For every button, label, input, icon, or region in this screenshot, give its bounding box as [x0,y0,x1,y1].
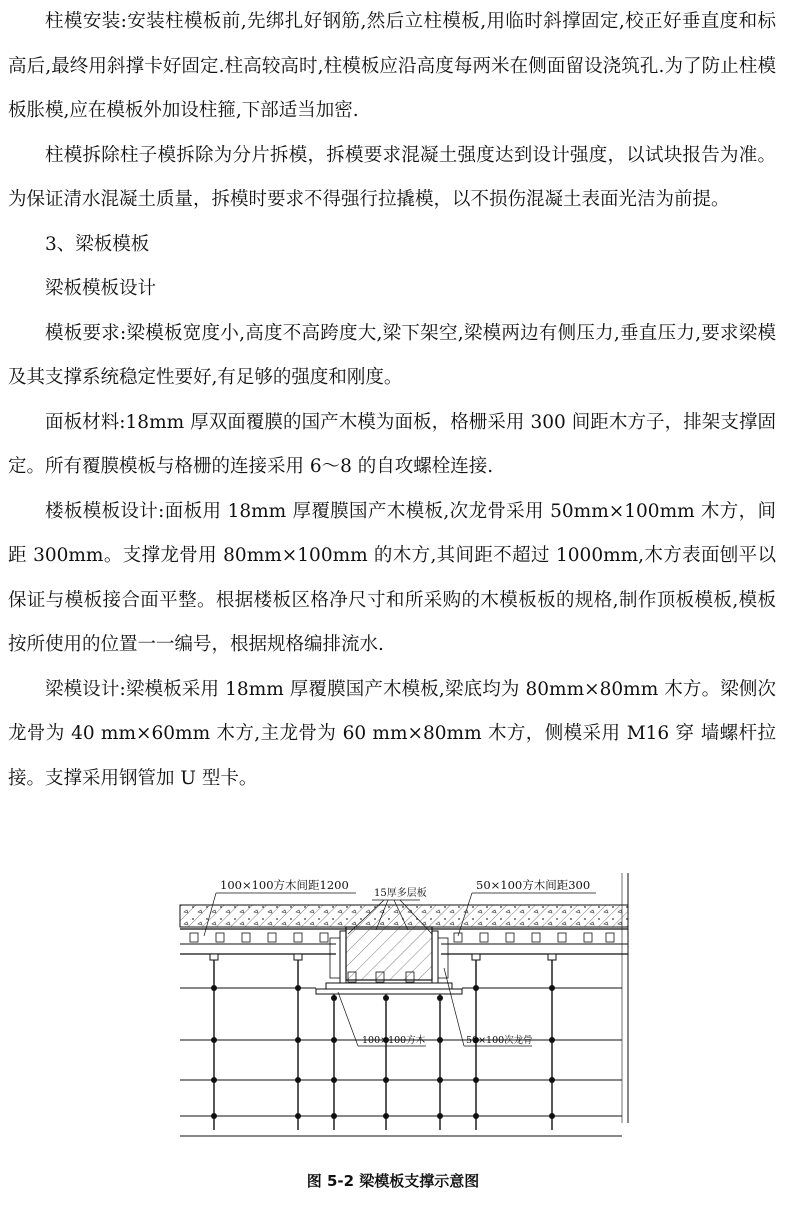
label-plywood: 15厚多层板 [374,888,427,899]
document-body [8,0,776,801]
paragraph-panel-material: 面板材料:18mm 厚双面覆膜的国产木模为面板，格栅采用 300 间距木方子，排架支撑固定。所有覆膜模板与格栅的连接采用 6～8 的自攻螺栓连接. [8,411,776,477]
label-main-joist: 100×100方木间距1200 [220,878,349,892]
figure-caption: 图 5-2 梁模板支撑示意图 [306,1172,480,1190]
paragraph-column-install: 柱模安装:安装柱模板前,先绑扎好钢筋,然后立柱模板,用临时斜撑固定,校正好垂直度和标高后,最终用斜撑卡好固定.柱高较高时,柱模板应沿高度每两米在侧面留设浇筑孔.为了防止柱模板胀模,应在模板外加设柱箍,下部适当加密. [8,11,776,121]
label-beam-timber: 100×100方木 [362,1035,426,1046]
section-heading: 3、梁板模板 [45,233,150,255]
label-secondary-joist-spacing: 50×100方木间距300 [476,878,591,892]
concrete-beam [346,927,432,980]
paragraph-beam-design: 梁模设计:梁模板采用 18mm 厚覆膜国产木模板,梁底均为 80mm×80mm 木方。梁侧次龙骨为 40 mm×60mm 木方,主龙骨为 60 mm×80mm 木方，侧模采用 M16 穿 墙螺杆拉接。支撑采用钢管加 U 型卡。 [8,678,776,789]
label-secondary-joist: 50×100次龙骨 [466,1035,533,1046]
paragraph-column-removal: 柱模拆除柱子模拆除为分片拆模，拆模要求混凝土强度达到设计强度，以试块报告为准。为保证清水混凝土质量，拆模时要求不得强行拉撬模，以不损伤混凝土表面光洁为前提。 [8,144,776,210]
paragraph-formwork-requirements: 模板要求:梁模板宽度小,高度不高跨度大,梁下架空,梁模两边有侧压力,垂直压力,要求梁模及其支撑系统稳定性要好,有足够的强度和刚度。 [8,322,776,388]
paragraph-slab-design: 楼板模板设计:面板用 18mm 厚覆膜国产木模板,次龙骨采用 50mm×100mm 木方，间距 300mm。支撑龙骨用 80mm×100mm 的木方,其间距不超过 1000mm,木方表面刨平以保证与模板接合面平整。根据楼板区格净尺寸和所采购的木模板板的规格,制作顶板模板,模板按所使用的位置一一编号，根据规格编排流水. [8,500,776,655]
horizontal-ledgers [180,988,622,1116]
subsection-heading: 梁板模板设计 [45,278,157,299]
beam-formwork-diagram [176,868,636,1143]
